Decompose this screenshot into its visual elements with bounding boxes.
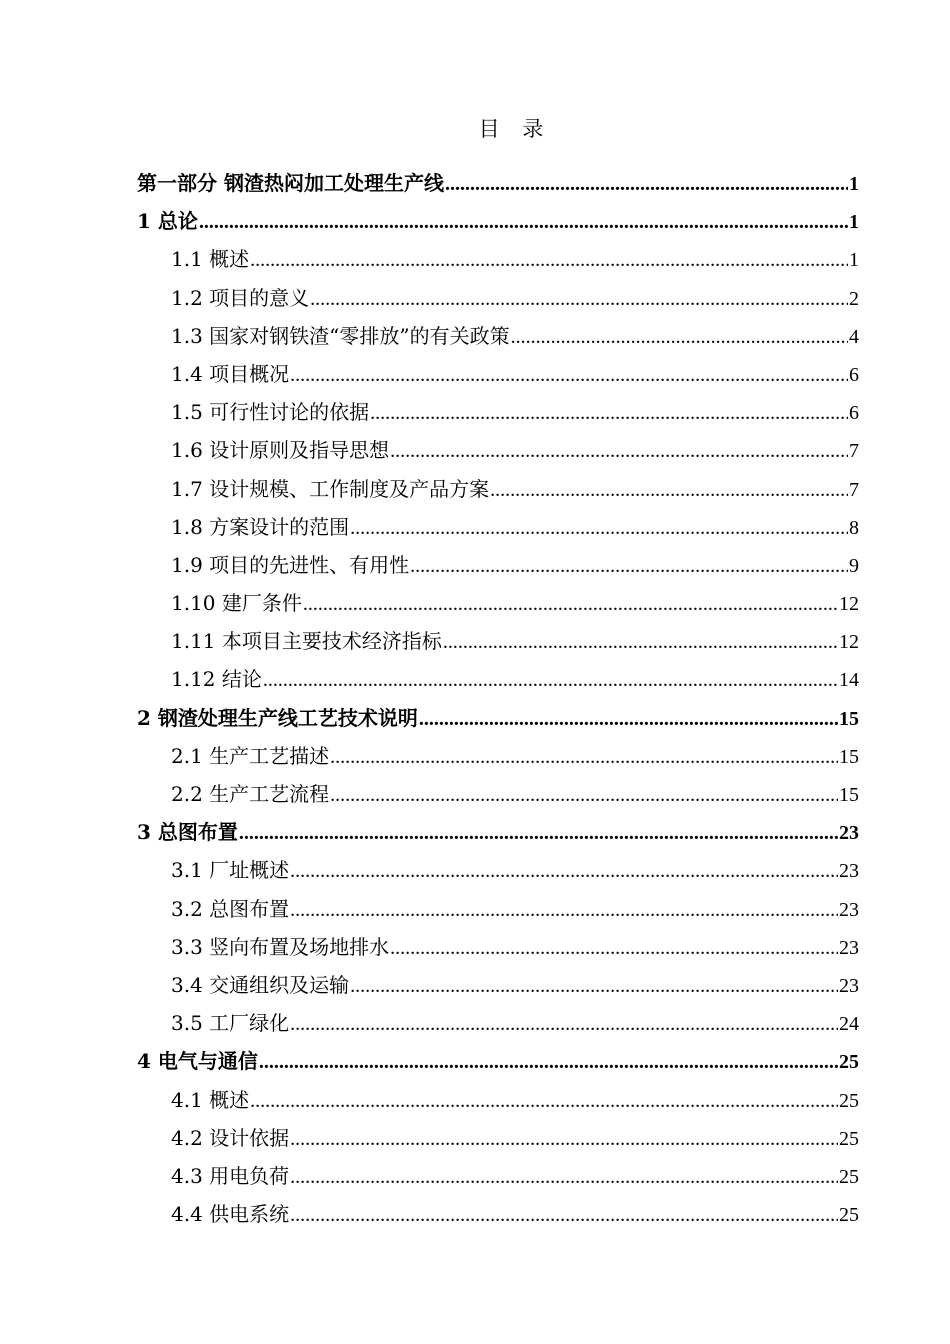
toc-dot-leader <box>250 241 848 278</box>
toc-dot-leader <box>199 203 848 240</box>
toc-entry-label: 1.3 国家对钢铁渣“零排放”的有关政策 <box>171 323 510 348</box>
toc-subentry[interactable] <box>137 966 859 1004</box>
toc-page-number: 25 <box>839 1204 859 1227</box>
toc-subentry[interactable] <box>137 737 859 775</box>
toc-page-number: 23 <box>839 822 859 845</box>
toc-page-number: 15 <box>839 707 859 730</box>
toc-dot-leader <box>290 1158 838 1195</box>
toc-dot-leader <box>290 891 838 928</box>
toc-page-number: 6 <box>849 402 859 425</box>
toc-heading-entry[interactable] <box>137 164 859 202</box>
toc-heading-entry[interactable] <box>137 813 859 851</box>
toc-dot-leader <box>310 280 848 317</box>
toc-page-number: 25 <box>839 1165 859 1188</box>
toc-dot-leader <box>239 814 838 851</box>
toc-entry-label: 4.4 供电系统 <box>171 1202 290 1227</box>
toc-heading-entry[interactable] <box>137 202 859 240</box>
toc-subentry[interactable] <box>137 431 859 469</box>
table-of-contents <box>137 164 859 1233</box>
toc-entry-label: 2.2 生产工艺流程 <box>171 782 330 806</box>
toc-dot-leader <box>250 1082 838 1119</box>
toc-page-number: 12 <box>839 593 859 616</box>
toc-entry-label: 3 总图布置 <box>137 820 238 845</box>
toc-entry-label: 3.3 竖向布置及场地排水 <box>171 934 390 959</box>
toc-dot-leader <box>290 1196 838 1233</box>
toc-dot-leader <box>350 509 848 546</box>
toc-dot-leader <box>410 547 848 584</box>
toc-entry-label: 4.3 用电负荷 <box>171 1163 290 1188</box>
toc-page-number: 7 <box>849 478 859 501</box>
toc-subentry[interactable] <box>137 1195 859 1233</box>
toc-subentry[interactable] <box>137 890 859 928</box>
toc-dot-leader <box>263 661 838 698</box>
toc-dot-leader <box>303 585 838 622</box>
toc-entry-label: 第一部分 钢渣热闷加工处理生产线 <box>137 171 444 195</box>
toc-page-number: 23 <box>839 860 859 883</box>
toc-page-number: 2 <box>849 287 859 310</box>
toc-dot-leader <box>330 776 838 813</box>
toc-entry-label: 1.12 结论 <box>171 667 262 692</box>
toc-subentry[interactable] <box>137 355 859 393</box>
toc-dot-leader <box>370 394 848 431</box>
toc-entry-label: 3.5 工厂绿化 <box>171 1011 290 1036</box>
toc-dot-leader <box>290 1005 838 1042</box>
toc-subentry[interactable] <box>137 546 859 584</box>
toc-page-number: 6 <box>849 363 859 386</box>
toc-subentry[interactable] <box>137 775 859 813</box>
toc-dot-leader <box>330 738 838 775</box>
toc-subentry[interactable] <box>137 660 859 698</box>
toc-entry-label: 4 电气与通信 <box>137 1049 258 1074</box>
toc-subentry[interactable] <box>137 317 859 355</box>
toc-entry-label: 2 钢渣处理生产线工艺技术说明 <box>137 705 418 730</box>
toc-heading-entry[interactable] <box>137 699 859 737</box>
toc-heading-entry[interactable] <box>137 1042 859 1080</box>
toc-entry-label: 1.7 设计规模、工作制度及产品方案 <box>171 476 490 501</box>
toc-subentry[interactable] <box>137 470 859 508</box>
toc-page-number: 12 <box>839 631 859 654</box>
toc-entry-label: 2.1 生产工艺描述 <box>171 743 330 768</box>
toc-dot-leader <box>350 967 838 1004</box>
toc-dot-leader <box>290 356 848 393</box>
toc-dot-leader <box>490 471 848 508</box>
toc-subentry[interactable] <box>137 279 859 317</box>
toc-entry-label: 1.8 方案设计的范围 <box>171 514 350 539</box>
toc-entry-label: 1.11 本项目主要技术经济指标 <box>171 629 442 654</box>
toc-dot-leader <box>290 852 838 889</box>
toc-dot-leader <box>443 623 838 660</box>
toc-dot-leader <box>390 432 848 469</box>
toc-page-number: 25 <box>839 1051 859 1074</box>
page-title: 目 录 <box>478 117 552 141</box>
toc-page-number: 4 <box>849 325 859 348</box>
toc-subentry[interactable] <box>137 928 859 966</box>
toc-dot-leader <box>445 165 848 202</box>
toc-entry-label: 3.2 总图布置 <box>171 896 290 921</box>
toc-entry-label: 1.9 项目的先进性、有用性 <box>171 552 410 577</box>
toc-subentry[interactable] <box>137 851 859 889</box>
toc-entry-label: 1 总论 <box>137 209 198 234</box>
toc-page-number: 1 <box>849 211 859 234</box>
toc-entry-label: 1.5 可行性讨论的依据 <box>171 400 370 425</box>
toc-subentry[interactable] <box>137 393 859 431</box>
toc-dot-leader <box>419 700 838 737</box>
toc-page-number: 1 <box>849 173 859 195</box>
toc-subentry[interactable] <box>137 1081 859 1119</box>
toc-entry-label: 1.6 设计原则及指导思想 <box>171 438 390 463</box>
toc-page-number: 24 <box>839 1013 859 1036</box>
toc-page-number: 8 <box>849 516 859 539</box>
toc-entry-label: 1.1 概述 <box>171 247 250 272</box>
toc-page-number: 23 <box>839 974 859 997</box>
toc-entry-label: 3.4 交通组织及运输 <box>171 972 350 997</box>
toc-entry-label: 1.2 项目的意义 <box>171 285 310 310</box>
toc-subentry[interactable] <box>137 240 859 278</box>
toc-page-number: 25 <box>839 1089 859 1112</box>
toc-page-number: 15 <box>839 784 859 806</box>
toc-page-number: 23 <box>839 898 859 921</box>
toc-entry-label: 4.2 设计依据 <box>171 1125 290 1150</box>
toc-subentry[interactable] <box>137 1119 859 1157</box>
toc-dot-leader <box>290 1120 838 1157</box>
toc-dot-leader <box>390 929 838 966</box>
toc-subentry[interactable] <box>137 1157 859 1195</box>
toc-entry-label: 4.1 概述 <box>171 1087 250 1112</box>
toc-entry-label: 1.4 项目概况 <box>171 361 290 386</box>
toc-dot-leader <box>259 1043 838 1080</box>
toc-subentry[interactable] <box>137 622 859 660</box>
toc-subentry[interactable] <box>137 584 859 622</box>
toc-page-number: 23 <box>839 936 859 959</box>
toc-entry-label: 3.1 厂址概述 <box>171 858 290 883</box>
toc-page-number: 15 <box>839 745 859 768</box>
toc-page-number: 25 <box>839 1127 859 1150</box>
toc-page-number: 7 <box>849 440 859 463</box>
toc-dot-leader <box>511 318 848 355</box>
toc-page-number: 14 <box>839 669 859 692</box>
toc-subentry[interactable] <box>137 508 859 546</box>
toc-page-number: 1 <box>849 249 859 272</box>
toc-entry-label: 1.10 建厂条件 <box>171 591 302 616</box>
toc-subentry[interactable] <box>137 1004 859 1042</box>
toc-page-number: 9 <box>849 554 859 577</box>
